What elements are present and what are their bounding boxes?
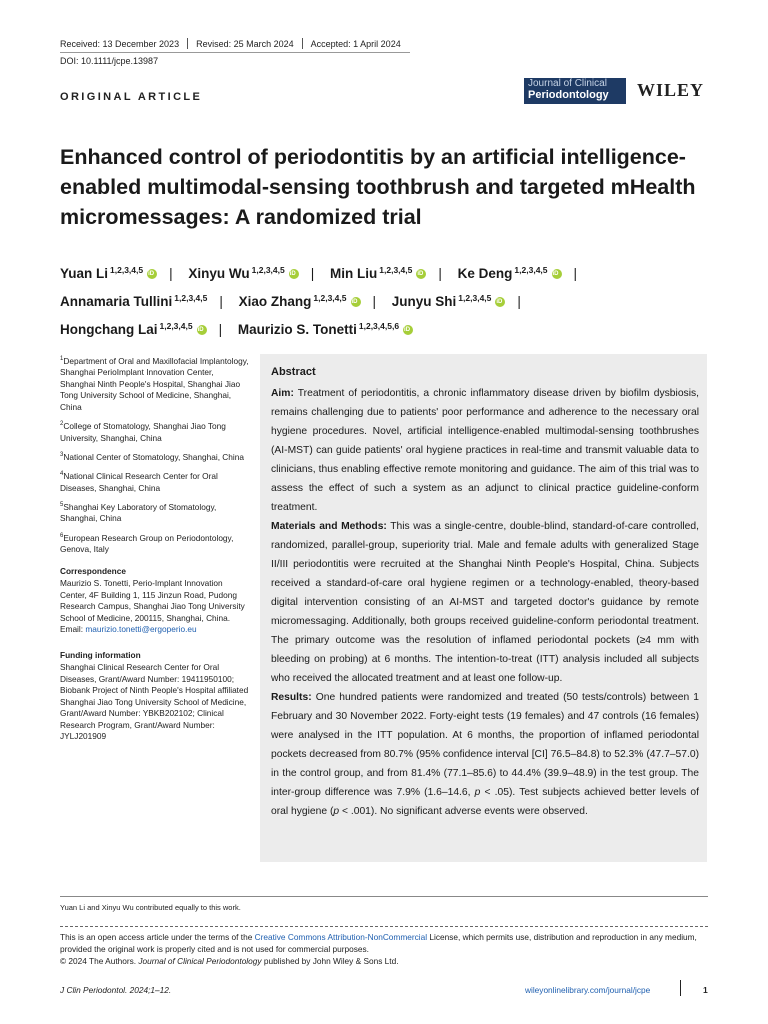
author[interactable]: Xinyu Wu $^{1,2,3,4,5}$iD [188,266,298,281]
journal-url-link[interactable]: wileyonlinelibrary.com/journal/jcpe [525,985,651,995]
author-separator: | [372,294,377,309]
date-separator [187,38,188,49]
abstract-methods: Materials and Methods: This was a single-centre, double-blind, standard-of-care controlled, randomized, parallel-group, superiority trial. Male and female adults with generalized Stage II/III periodontitis were recruited at the Shanghai Ninth People's Hospital, China. Subjects received a standard-of-care oral hygiene regimen or a technology-enabled, theory-based digital intervention consisting of an AI-MST and targeted doctor's guidance by remote micromessaging. Additionally, both groups received guideline-conform periodontal treatment. The primary outcome was the resolution of inflamed periodontal pockets (≥4 mm with bleeding on probing) at 6 months. The intention-to-treat (ITT) analysis included all subjects who received the allocated treatment and at least one follow-up. [271,521,699,684]
author-separator: | [169,266,173,281]
license-link[interactable]: Creative Commons Attribution-NonCommercial [254,932,428,942]
abstract-heading: Abstract [271,366,316,378]
article-type: ORIGINAL ARTICLE [60,91,203,103]
abstract-results: Results: One hundred patients were randomized and treated (50 tests/controls) between 1 February and 30 November 2022. Forty-eight tests (19 females) and 47 controls (16 females) were analysed in the ITT population. At 6 months, the proportion of inflamed periodontal pockets decreased from 80.7% (95% confidence interval [CI] 76.5–84.8) to 52.3% (47.7–57.0) in the control group, and from 81.4% (77.1–85.6) to 44.4% (39.9–48.9) in the test group. The inter-group difference was 7.9% (1.6–14.6, p < .05). Test subjects achieved better levels of oral hygiene (p < .001). No significant adverse events were observed. [271,692,699,817]
publication-dates [60,38,401,49]
abstract-box [260,354,707,862]
orcid-icon[interactable] [147,269,157,279]
journal-logo [524,78,626,104]
doi: DOI: 10.1111/jcpe.13987 [60,56,159,66]
orcid-icon[interactable] [289,269,299,279]
revised-date: Revised: 25 March 2024 [196,38,294,49]
author-separator: | [219,294,223,309]
author[interactable]: Hongchang Lai $^{1,2,3,4,5}$iD [60,322,207,337]
affiliation: $^1$Department of Oral and Maxillofacial Implantology, Shanghai PerioImplant Innovation Center, Shanghai Ninth People's Hospital, Shanghai Jiao Tong University School of Medicine, Shanghai, China [60,355,249,412]
funding-text: Shanghai Clinical Research Center for Oral Diseases, Grant/Award Number: 19411950100; Biobank Project of Ninth People's Hospital affiliated Shanghai Jiao Tong University School of Medicine, Grant/Award Number: YBKB202102; Clinical Research Program, Grant/Award Number: JYLJ201909 [60,662,249,742]
author-separator: | [310,266,315,281]
journal-logo-line2: Periodontology [528,89,609,101]
orcid-icon[interactable] [552,269,562,279]
article-title: Enhanced control of periodontitis by an artificial intelligence-enabled multimodal-sensing toothbrush and targeted mHealth micromessages: A randomized trial [60,145,696,229]
author[interactable]: Annamaria Tullini $^{1,2,3,4,5}$ [60,293,208,309]
page-separator [680,980,681,996]
received-date: Received: 13 December 2023 [60,38,180,49]
affiliation: $^3$National Center of Stomatology, Shanghai, China [60,451,244,462]
correspondence-heading: Correspondence [60,565,126,576]
orcid-icon[interactable] [351,297,361,307]
abstract-aim: Aim: Treatment of periodontitis, a chronic inflammatory disease driven by biofilm dysbiosis, remains challenging due to patients' poor performance and adherence to the necessary oral hygiene procedures. Novel, artificial intelligence-enabled multimodal-sensing toothbrushes (AI-MST) can guide patients' oral hygiene practices in real-time and transmit valuable data to clinicians, thus enabling effective remote monitoring and guidance. The aim of this trial was to assess the effect of such a system as an adjunct to clinical practice guideline-conform treatment. [271,388,699,513]
equal-contribution-note: Yuan Li and Xinyu Wu contributed equally to this work. [60,903,241,912]
affiliation: $^5$Shanghai Key Laboratory of Stomatology, Shanghai, China [60,501,217,524]
date-separator [302,38,303,49]
author[interactable]: Min Liu $^{1,2,3,4,5}$iD [330,266,426,281]
author[interactable]: Junyu Shi $^{1,2,3,4,5}$iD [392,294,506,309]
author-separator: | [517,294,521,309]
orcid-icon[interactable] [403,325,413,335]
author-separator: | [218,322,223,337]
license-divider [60,926,708,927]
publisher-logo: WILEY [637,80,705,100]
funding-heading: Funding information [60,649,141,660]
affiliation: $^4$National Clinical Research Center for Oral Diseases, Shanghai, China [60,471,218,493]
affiliation: $^6$European Research Group on Periodontology, Genova, Italy [60,532,234,555]
page-number: 1 [703,985,708,995]
author[interactable]: Maurizio S. Tonetti $^{1,2,3,4,5,6}$iD [238,322,413,337]
orcid-icon[interactable] [416,269,426,279]
footnote-rule [60,896,708,897]
affiliations-column [60,354,250,743]
license-text: This is an open access article under the terms of the Creative Commons Attribution-NonCommercial License, which permits use, distribution and reproduction in any medium, provided the original work is properly cited and is not used for commercial purposes. © 2024 The Authors. Journal of Clinical Periodontology published by John Wiley & Sons Ltd. [60,932,697,966]
author[interactable]: Yuan Li $^{1,2,3,4,5}$iD [60,266,157,281]
author-list [60,258,740,342]
author-separator: | [573,266,578,281]
author-separator: | [438,266,442,281]
author[interactable]: Ke Deng $^{1,2,3,4,5}$iD [458,266,562,281]
author[interactable]: Xiao Zhang $^{1,2,3,4,5}$iD [239,294,361,309]
affiliation: $^2$College of Stomatology, Shanghai Jiao Tong University, Shanghai, China [60,421,226,443]
journal-citation: J Clin Periodontol. 2024;1–12. [60,985,172,995]
header-rule [60,52,410,53]
correspondence-text: Maurizio S. Tonetti, Perio-Implant Innovation Center, 4F Building 1, 115 Jinzun Road, Pudong Research Campus, Shanghai Jiao Tong University School of Medicine, 200115, Shanghai, China. Email: maurizio.tonetti@ergoperio.eu [60,578,245,635]
accepted-date: Accepted: 1 April 2024 [310,38,401,49]
journal-logo-line1: Journal of Clinical [528,78,607,89]
correspondence-email-link[interactable]: maurizio.tonetti@ergoperio.eu [85,624,197,635]
orcid-icon[interactable] [495,297,505,307]
orcid-icon[interactable] [197,325,207,335]
